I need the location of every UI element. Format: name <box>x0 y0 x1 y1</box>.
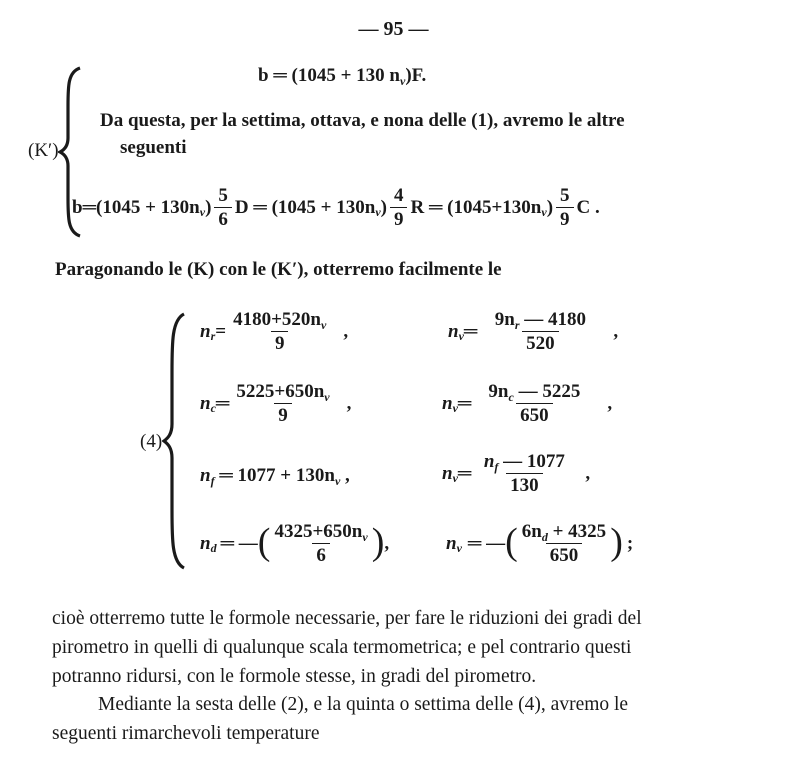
row-2-left: n c ═ $\frac{5225+650n_v}{9}$ , <box>200 381 352 426</box>
paragraph-3 <box>52 690 752 748</box>
row-4-left: n d ═ — ( $\frac{4325+650n_v}{6}$ ) , <box>200 520 390 566</box>
page-number: — 95 — <box>358 18 429 40</box>
paragraph-2 <box>52 604 752 691</box>
paragraph-3-line-2: seguenti rimarchevoli temperature <box>52 723 320 744</box>
fraction-5-6: $\frac{5}{6}$ <box>214 186 232 229</box>
left-brace-4 <box>162 312 186 570</box>
row-4-right: n v ═ — ( $\frac{6n_d + 4325}{650}$ ) ; <box>446 520 634 566</box>
row-3-right: n v ═ $\frac{n_f — 1077}{130}$ , <box>442 451 591 496</box>
equation-b-D-R-C: b═(1045 + 130n v ) $\frac{5}{6}$ D ═ (1045 + 130n v ) $\frac{4}{9}$ R ═ (1045+130n v ) $\frac{5}{9}$ C . <box>72 185 600 230</box>
paragraph-3-line-1: Mediante la sesta delle (2), e la quinta o settima delle (4), avremo le <box>98 694 629 715</box>
equation-b-F: b ═ (1045 + 130 $n_v)F$. <box>258 65 427 88</box>
label-k-prime: (K′) <box>28 140 59 161</box>
fraction-4-9: $\frac{4}{9}$ <box>390 186 408 229</box>
paragraph-2-line-2: pirometro in quelli di qualunque scala termometrica; e pel contrario questi <box>52 637 632 658</box>
paragraph-2-line-3: potranno ridursi, con le formole stesse, in gradi del pirometro. <box>52 666 537 687</box>
intro-line-2: seguenti <box>120 137 187 158</box>
paragraph-2-line-1: cioè otterremo tutte le formole necessarie, per fare le riduzioni dei gradi del <box>52 608 642 629</box>
intro-line-1: Da questa, per la settima, ottava, e nona delle (1), avremo le altre <box>100 110 625 131</box>
label-4: (4) <box>140 431 163 452</box>
row-1-left: n r = $\frac{4180+520n_v}{9}$ , <box>200 309 349 354</box>
paragraph-1: Paragonando le (K) con le (K′), otterremo facilmente le <box>55 259 502 280</box>
row-1-right: n v ═ $\frac{9n_r — 4180}{520}$ , <box>448 309 619 354</box>
row-2-right: n v ═ $\frac{9n_c — 5225}{650}$ , <box>442 381 613 426</box>
row-3-left: $n_f$ ═ $1077 + 130n_v$ , <box>200 465 350 488</box>
fraction-5-9: $\frac{5}{9}$ <box>556 186 574 229</box>
